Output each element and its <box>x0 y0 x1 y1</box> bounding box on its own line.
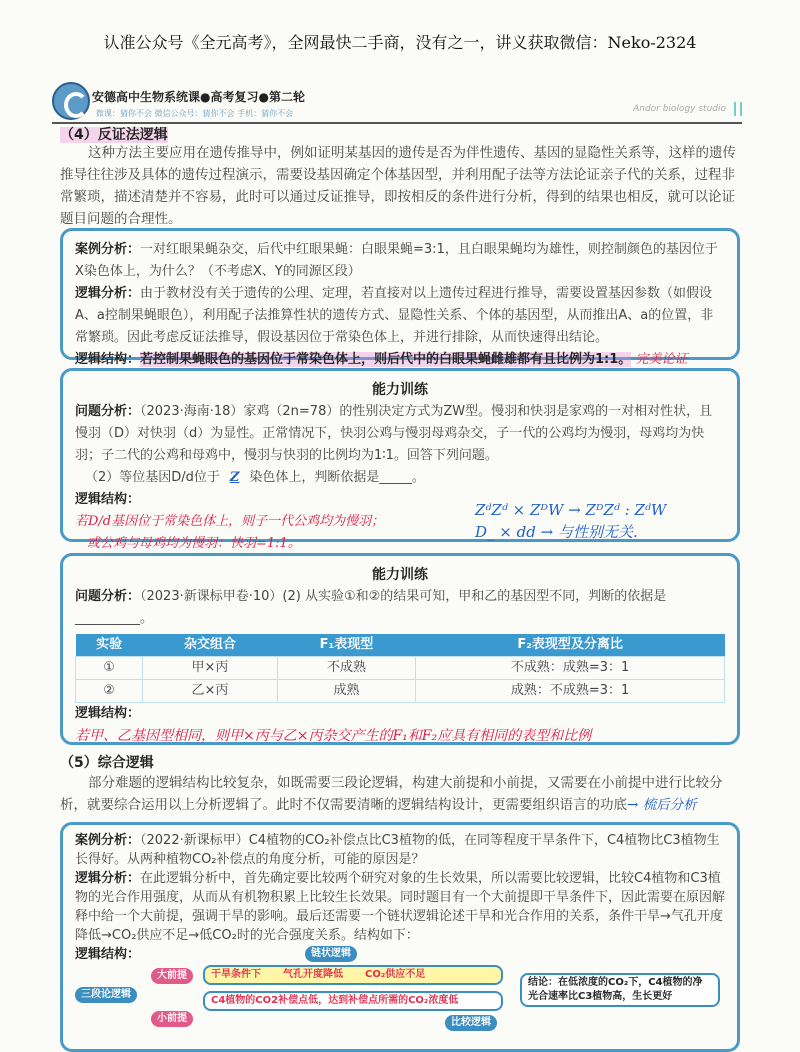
table-cell: 成熟 <box>277 680 416 703</box>
conclusion-box: 结论：在低浓度的CO₂下，C4植物的净光合速率比C3植物高，生长更好 <box>520 973 720 1007</box>
handwritten-blue-2: D_ × dd → 与性别无关. <box>475 523 638 541</box>
logic-text: 由于教材没有关于遗传的公理、定理，若直接对以上遗传过程进行推导，需要设置基因参数（如假设A、a控制果蝇眼色），利用配子法推算性状的遗传方式、显隐性关系、个体的基因型，从而推出A、a的位置，非常繁琐。因此考虑反证法推导，假设基因位于常染色体上，并进行排除，从而快速得出结论。 <box>75 286 714 345</box>
training-box-2 <box>60 553 740 745</box>
section-4-title-text: （4）反证法逻辑 <box>60 127 168 143</box>
table-row <box>76 680 725 703</box>
question-label: 问题分析： <box>75 404 141 419</box>
major-premise-box <box>203 965 503 985</box>
logic-text: 在此逻辑分析中，首先确定要比较两个研究对象的生长效果，所以需要比较逻辑，比较C4植物和C3植物的光合作用强度，从而从有机物积累上比较生长效果。同时题目有一个大前提即干旱条件下，因此需要在原因解释中给一个大前提，强调干旱的影响。最后还需要一个链状逻辑论述干旱和光合作用的关系，条件干旱→气孔开度降低→CO₂供应不足→低CO₂时的光合强度关系。结构如下： <box>75 871 726 943</box>
table-row <box>76 657 725 680</box>
major-premise-node: 大前提 <box>151 968 193 984</box>
handwritten-blue-1: ZᵈZᵈ × ZᴰW → ZᴰZᵈ : ZᵈW <box>475 501 667 519</box>
question-label: 问题分析： <box>75 589 141 604</box>
section-5-text: 部分难题的逻辑结构比较复杂，如既需要三段论逻辑，构建大前提和小前提，又需要在小前提中进行比较分析，就要综合运用以上分析逻辑了。此时不仅需要清晰的逻辑结构设计，更需要组织语言的功底 <box>60 775 723 813</box>
box-title: 能力训练 <box>372 567 428 583</box>
handwritten-note: → 梳后分析 <box>627 797 697 813</box>
table-cell: ① <box>76 657 143 680</box>
case-text: 一对红眼果蝇杂交，后代中红眼果蝇：白眼果蝇=3:1，且白眼果蝇均为雄性，则控制颜色的基因位于X染色体上，为什么？（不考虑X、Y的同源区段） <box>75 242 718 279</box>
training-box-1 <box>60 368 740 551</box>
table-cell: 不成熟：成熟=3：1 <box>416 657 725 680</box>
case-box-2 <box>60 822 740 1052</box>
section-4-title <box>60 124 168 144</box>
struct-label: 逻辑结构： <box>75 492 141 507</box>
box-title: 能力训练 <box>372 382 428 398</box>
handwritten-note: 完美论证 <box>635 352 688 367</box>
struct-label: 逻辑结构： <box>75 706 141 721</box>
q2-suffix: 染色体上，判断依据是_____。 <box>249 470 425 485</box>
table-cell: 不成熟 <box>277 657 416 680</box>
struct-label: 逻辑结构： <box>75 352 141 367</box>
top-banner: 认准公众号《全元高考》，全网最快二手商，没有之一，讲义获取微信：Neko-2324 <box>103 33 697 52</box>
q2-prefix: （2）等位基因D/d位于 <box>85 470 220 485</box>
compare-logic-node: 比较逻辑 <box>445 1015 497 1031</box>
page-header <box>52 84 742 124</box>
logic-diagram <box>75 965 725 1035</box>
handwritten-red-1: 若D/d基因位于常染色体上，则子一代公鸡均为慢羽； <box>75 514 385 529</box>
logic-label: 逻辑分析： <box>75 871 141 886</box>
handwritten-red-2: 或公鸡与母鸡均为慢羽：快羽=1:1。 <box>87 536 301 551</box>
header-brand: Andor biology studio <box>633 104 726 114</box>
experiment-table <box>75 634 725 703</box>
case-label: 案例分析： <box>75 833 141 848</box>
q2-answer: Z <box>229 470 240 485</box>
case-text: （2022·新课标甲）C4植物的CO₂补偿点比C3植物的低，在同等程度干旱条件下，C4植物比C3植物生长得好。从两种植物CO₂补偿点的角度分析，可能的原因是？ <box>75 833 720 867</box>
question-blank: __________。 <box>75 611 154 626</box>
syllogism-node: 三段论逻辑 <box>75 987 137 1003</box>
section-4-paragraph: 这种方法主要应用在遗传推导中，例如证明某基因的遗传是否为伴性遗传、基因的显隐性关系等，这样的遗传推导往往涉及具体的遗传过程演示，需要设基因确定个体基因型，并利用配子法等方法论证亲子代的关系，过程非常繁琐，描述清楚并不容易，此时可以通过反证推导，即按相反的条件进行分析，得到的结果也相反，就可以论证题目问题的合理性。 <box>60 145 736 227</box>
logo-icon <box>52 82 90 120</box>
table-cell: 甲×丙 <box>143 657 277 680</box>
case-box-1 <box>60 228 740 367</box>
major-item: 气孔开度降低 <box>283 969 343 980</box>
section-5-paragraph <box>60 772 740 816</box>
handwritten-red: 若甲、乙基因型相同，则甲×丙与乙×丙杂交产生的F₁和F₂应具有相同的表型和比例 <box>75 728 592 744</box>
table-header: F₂表现型及分离比 <box>416 634 725 657</box>
table-cell: 成熟：不成熟=3：1 <box>416 680 725 703</box>
question-text: （2023·新课标甲卷·10）(2) 从实验①和②的结果可知，甲和乙的基因型不同，判断的依据是 <box>140 589 667 604</box>
header-subtitle: 微课：猜你不会 微信公众号：猜你不会 手机：猜你不会 <box>96 109 294 118</box>
struct-text: 若控制果蝇眼色的基因位于常染色体上，则后代中的白眼果蝇雌雄都有且比例为1:1。 <box>140 352 632 367</box>
chain-logic-node: 链状逻辑 <box>305 946 357 962</box>
major-item: 干旱条件下 <box>211 969 261 980</box>
case-label: 案例分析： <box>75 242 141 257</box>
section-5-title: （5）综合逻辑 <box>60 755 154 771</box>
bars-icon <box>734 102 742 116</box>
major-item: CO₂供应不足 <box>365 969 426 980</box>
minor-premise-node: 小前提 <box>151 1011 193 1027</box>
table-header: F₁表现型 <box>277 634 416 657</box>
question-text: （2023·海南·18）家鸡（2n=78）的性别决定方式为ZW型。慢羽和快羽是家鸡的一对相对性状，且慢羽（D）对快羽（d）为显性。正常情况下，快羽公鸡与慢羽母鸡杂交，子一代的公鸡均为慢羽，母鸡均为快羽；子二代的公鸡和母鸡中，慢羽与快羽的比例均为1∶1。回答下列问题。 <box>75 404 713 463</box>
table-header: 杂交组合 <box>143 634 277 657</box>
header-title: 安德高中生物系统课●高考复习●第二轮 <box>92 90 305 104</box>
minor-premise-box: C4植物的CO2补偿点低，达到补偿点所需的CO₂浓度低 <box>203 991 503 1011</box>
table-cell: 乙×丙 <box>143 680 277 703</box>
logic-label: 逻辑分析： <box>75 286 141 301</box>
table-cell: ② <box>76 680 143 703</box>
struct-label: 逻辑结构： <box>75 947 141 962</box>
table-header: 实验 <box>76 634 143 657</box>
